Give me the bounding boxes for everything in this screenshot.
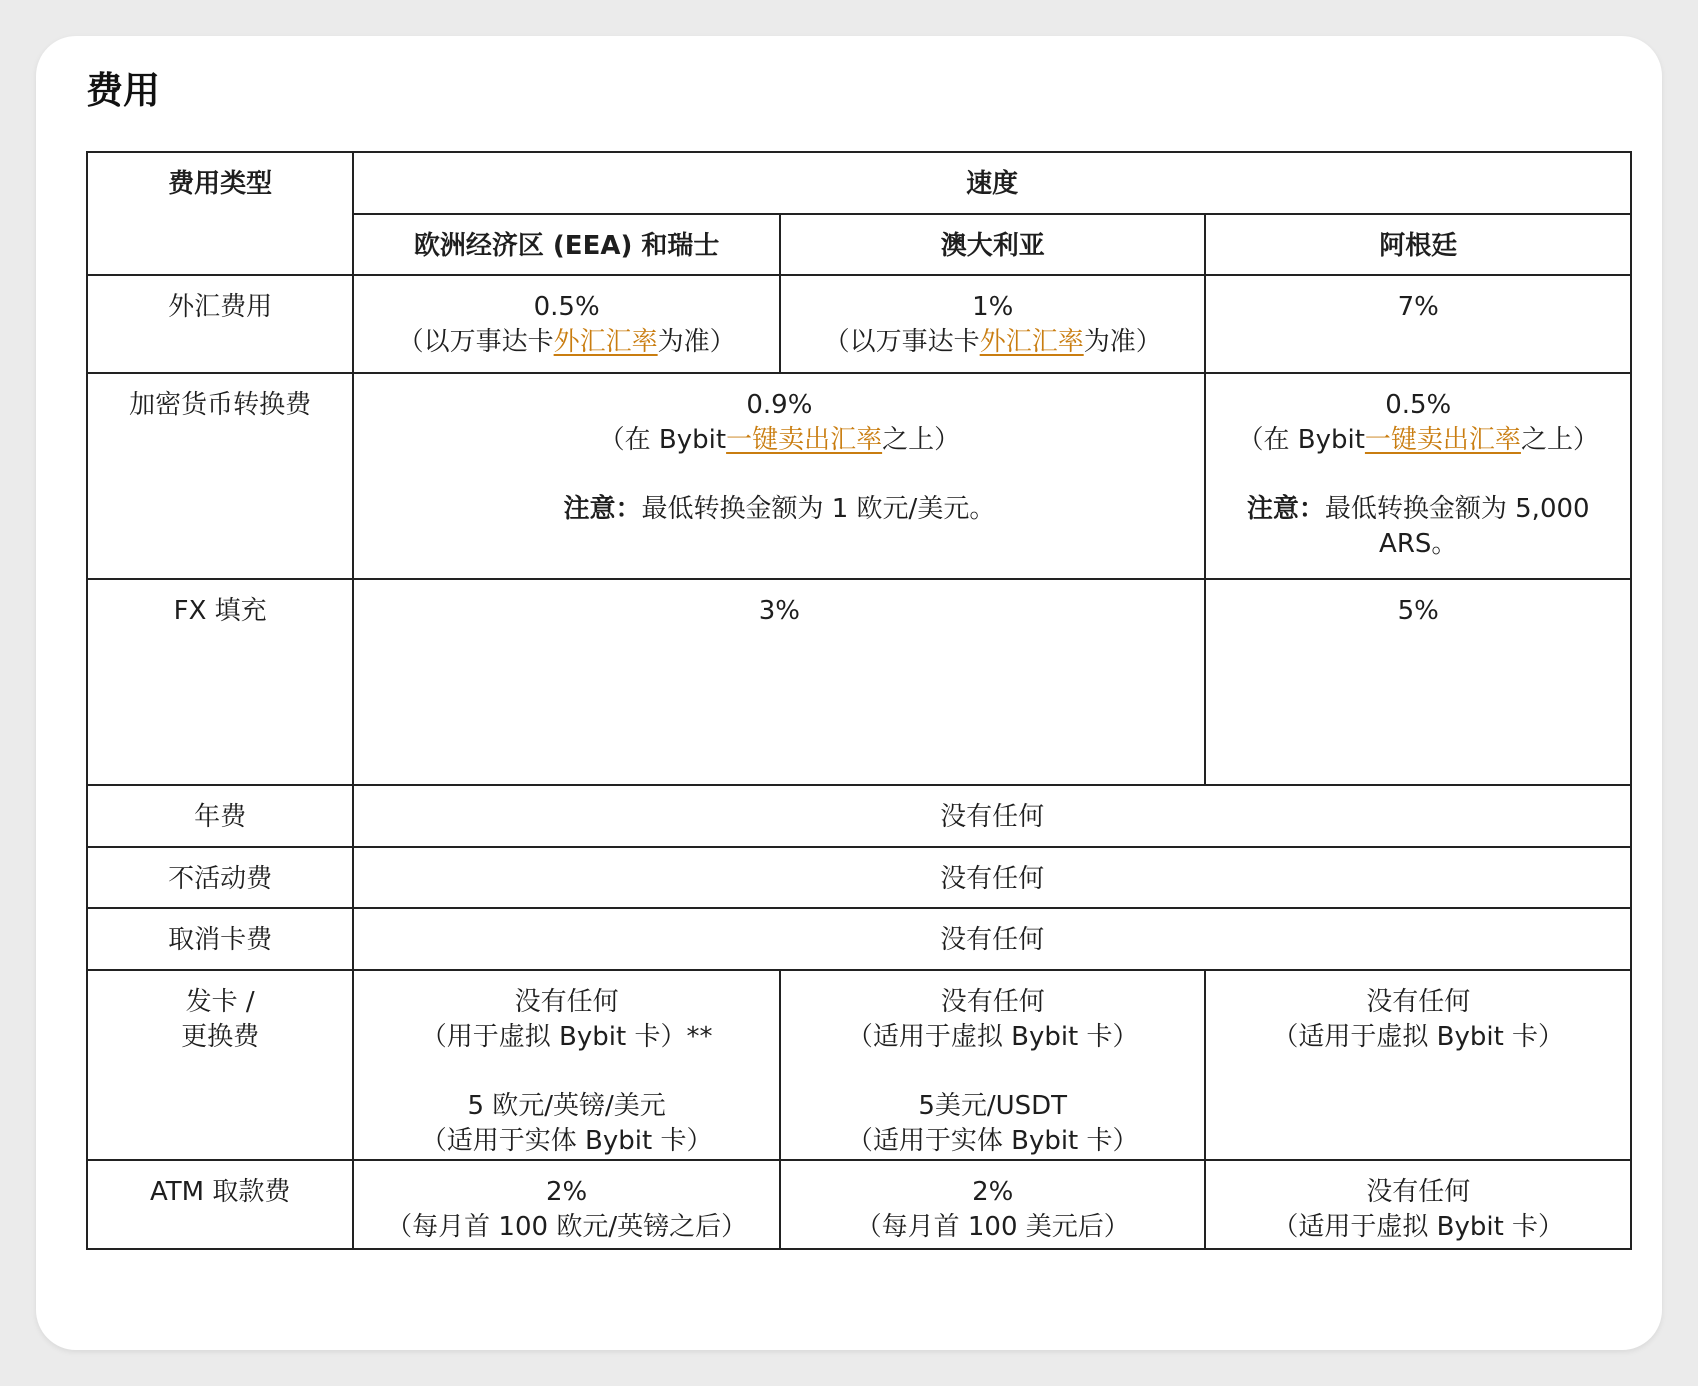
cell-crypto-fee-eea-au bbox=[353, 373, 1205, 579]
crypto-fee-ar-basis bbox=[1216, 423, 1620, 458]
crypto-fee-prefix: （在 Bybit bbox=[1237, 425, 1365, 455]
cell-issue-fee-au bbox=[780, 970, 1206, 1160]
fees-table bbox=[86, 151, 1632, 1250]
table-row bbox=[87, 785, 1631, 847]
issue-fee-ar-line1: 没有任何 bbox=[1366, 987, 1471, 1017]
table-row bbox=[87, 847, 1631, 908]
cell-annual-fee: 没有任何 bbox=[353, 785, 1631, 847]
fx-fee-au-suffix: 为准） bbox=[1083, 327, 1162, 357]
issue-fee-label-line2: 更换费 bbox=[181, 1022, 260, 1052]
issue-fee-eea-line4: （适用于实体 Bybit 卡） bbox=[420, 1126, 713, 1156]
issue-fee-au-line3: 5美元/USDT bbox=[918, 1091, 1068, 1121]
issue-fee-eea-line1: 没有任何 bbox=[514, 987, 619, 1017]
atm-fee-ar-line2: （适用于虚拟 Bybit 卡） bbox=[1272, 1212, 1565, 1242]
fx-rate-link[interactable]: 外汇汇率 bbox=[553, 327, 658, 357]
fx-fee-eea-prefix: （以万事达卡 bbox=[397, 327, 554, 357]
table-row bbox=[87, 970, 1631, 1160]
issue-fee-au-line4: （适用于实体 Bybit 卡） bbox=[846, 1126, 1139, 1156]
issue-fee-ar-line2: （适用于虚拟 Bybit 卡） bbox=[1272, 1022, 1565, 1052]
cell-atm-fee-au bbox=[780, 1160, 1206, 1249]
crypto-fee-prefix: （在 Bybit bbox=[598, 425, 727, 455]
row-label-inactivity-fee: 不活动费 bbox=[87, 847, 353, 908]
atm-fee-ar-line1: 没有任何 bbox=[1366, 1177, 1471, 1207]
note-text: 最低转换金额为 1 欧元/美元。 bbox=[641, 494, 996, 524]
cell-atm-fee-ar bbox=[1205, 1160, 1631, 1249]
cell-fx-topup-ar: 5% bbox=[1205, 579, 1631, 785]
fx-fee-eea-basis bbox=[364, 325, 769, 360]
cell-atm-fee-eea bbox=[353, 1160, 780, 1249]
table-row bbox=[87, 275, 1631, 373]
cell-fx-fee-ar bbox=[1205, 275, 1631, 373]
table-row bbox=[87, 1160, 1631, 1249]
row-label-cancel-fee: 取消卡费 bbox=[87, 908, 353, 970]
cell-cancel-fee: 没有任何 bbox=[353, 908, 1631, 970]
cell-issue-fee-ar bbox=[1205, 970, 1631, 1160]
header-speed: 速度 bbox=[353, 152, 1631, 214]
crypto-fee-suffix: 之上） bbox=[1520, 425, 1599, 455]
fx-fee-au-basis bbox=[791, 325, 1195, 360]
note-label: 注意： bbox=[1246, 494, 1325, 524]
issue-fee-au-line2: （适用于虚拟 Bybit 卡） bbox=[846, 1022, 1139, 1052]
cell-fx-topup-eea-au: 3% bbox=[353, 579, 1205, 785]
atm-fee-au-line2: （每月首 100 美元后） bbox=[855, 1212, 1130, 1242]
issue-fee-au-line1: 没有任何 bbox=[940, 987, 1045, 1017]
header-region-ar: 阿根廷 bbox=[1205, 214, 1631, 275]
issue-fee-eea-line3: 5 欧元/英镑/美元 bbox=[467, 1091, 666, 1121]
crypto-fee-eea-au-value: 0.9% bbox=[746, 390, 813, 420]
header-region-au: 澳大利亚 bbox=[780, 214, 1206, 275]
fx-rate-link[interactable]: 外汇汇率 bbox=[979, 327, 1084, 357]
one-click-sell-rate-link[interactable]: 一键卖出汇率 bbox=[1364, 425, 1521, 455]
note-text: 最低转换金额为 5,000 ARS。 bbox=[1324, 494, 1590, 559]
one-click-sell-rate-link[interactable]: 一键卖出汇率 bbox=[726, 425, 883, 455]
cell-crypto-fee-ar bbox=[1205, 373, 1631, 579]
header-region-eea: 欧洲经济区 (EEA) 和瑞士 bbox=[353, 214, 780, 275]
fx-fee-ar-value: 7% bbox=[1397, 292, 1439, 322]
table-header-row bbox=[87, 152, 1631, 214]
crypto-fee-eea-au-basis bbox=[364, 423, 1194, 458]
note-label: 注意： bbox=[563, 494, 642, 524]
header-fee-type: 费用类型 bbox=[87, 152, 353, 275]
row-label-crypto-fee: 加密货币转换费 bbox=[87, 373, 353, 579]
fx-fee-eea-suffix: 为准） bbox=[657, 327, 736, 357]
atm-fee-au-line1: 2% bbox=[972, 1177, 1014, 1207]
atm-fee-eea-line2: （每月首 100 欧元/英镑之后） bbox=[386, 1212, 748, 1242]
issue-fee-eea-line2: （用于虚拟 Bybit 卡）** bbox=[420, 1022, 713, 1052]
table-row bbox=[87, 908, 1631, 970]
cell-issue-fee-eea bbox=[353, 970, 780, 1160]
fx-fee-eea-value: 0.5% bbox=[533, 292, 600, 322]
table-row bbox=[87, 373, 1631, 579]
atm-fee-eea-line1: 2% bbox=[546, 1177, 588, 1207]
issue-fee-label-line1: 发卡 / bbox=[185, 987, 255, 1017]
row-label-fx-topup: FX 填充 bbox=[87, 579, 353, 785]
row-label-atm-fee: ATM 取款费 bbox=[87, 1160, 353, 1249]
row-label-annual-fee: 年费 bbox=[87, 785, 353, 847]
row-label-fx-fee: 外汇费用 bbox=[87, 275, 353, 373]
cell-fx-fee-eea bbox=[353, 275, 780, 373]
page-title: 费用 bbox=[86, 69, 160, 112]
row-label-issue-fee bbox=[87, 970, 353, 1160]
table-row bbox=[87, 579, 1631, 785]
crypto-fee-suffix: 之上） bbox=[882, 425, 961, 455]
cell-inactivity-fee: 没有任何 bbox=[353, 847, 1631, 908]
fx-fee-au-value: 1% bbox=[972, 292, 1014, 322]
crypto-fee-ar-value: 0.5% bbox=[1385, 390, 1452, 420]
fx-fee-au-prefix: （以万事达卡 bbox=[823, 327, 980, 357]
crypto-fee-ar-note bbox=[1216, 492, 1620, 562]
crypto-fee-eea-au-note bbox=[364, 492, 1194, 527]
cell-fx-fee-au bbox=[780, 275, 1206, 373]
fees-card bbox=[36, 36, 1662, 1350]
